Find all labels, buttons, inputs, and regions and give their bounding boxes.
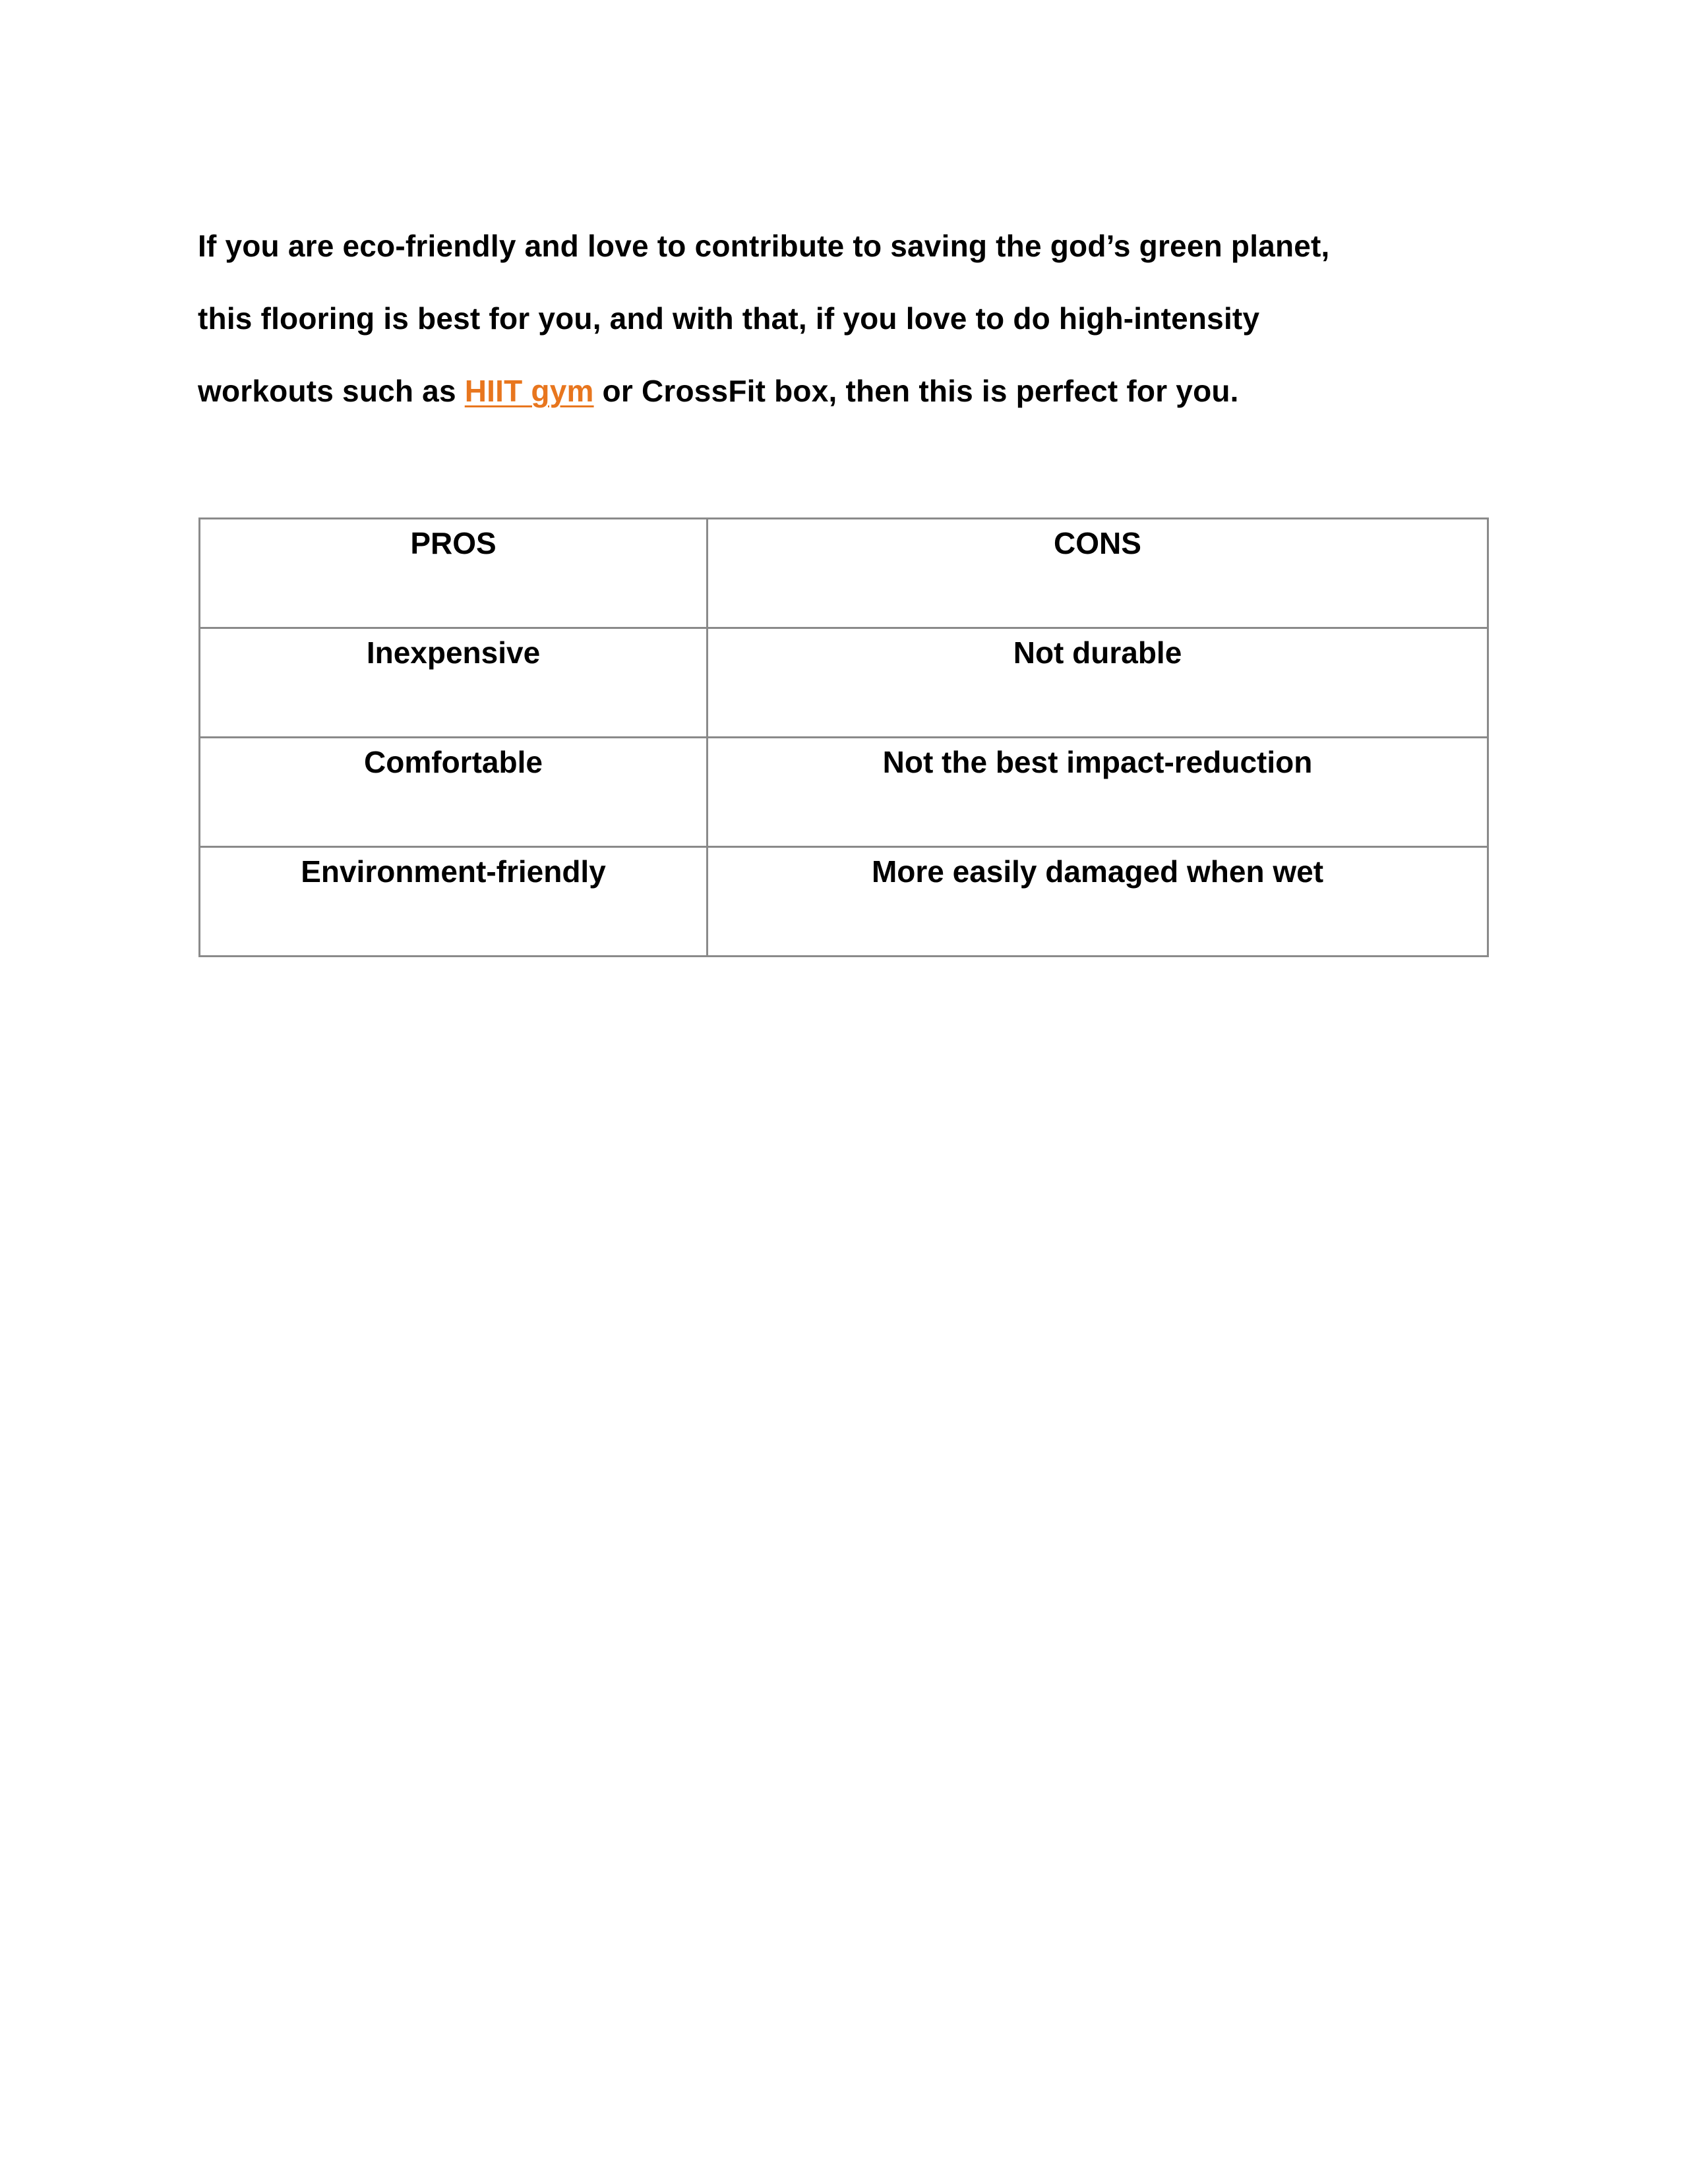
pros-cons-table bbox=[198, 517, 1489, 957]
pro-cell: Inexpensive bbox=[200, 628, 708, 738]
hiit-gym-link[interactable]: HIIT gym bbox=[464, 374, 594, 408]
pros-header: PROS bbox=[200, 519, 708, 628]
table-row bbox=[200, 738, 1488, 847]
paragraph-line-3-end: or CrossFit box, then this is perfect for you. bbox=[593, 374, 1239, 408]
table-header-row bbox=[200, 519, 1488, 628]
paragraph-line-3-start: workouts such as bbox=[198, 374, 465, 408]
pro-cell: Comfortable bbox=[200, 738, 708, 847]
paragraph-line-3 bbox=[198, 355, 1490, 427]
con-cell: Not durable bbox=[708, 628, 1488, 738]
paragraph-line-1: If you are eco-friendly and love to contribute to saving the god’s green planet, bbox=[198, 229, 1330, 263]
paragraph-line-2: this flooring is best for you, and with that, if you love to do high-intensity bbox=[198, 301, 1260, 336]
pro-cell: Environment-friendly bbox=[200, 847, 708, 957]
table-row bbox=[200, 628, 1488, 738]
cons-header: CONS bbox=[708, 519, 1488, 628]
con-cell: More easily damaged when wet bbox=[708, 847, 1488, 957]
intro-paragraph bbox=[198, 210, 1490, 427]
con-cell: Not the best impact-reduction bbox=[708, 738, 1488, 847]
table-row bbox=[200, 847, 1488, 957]
